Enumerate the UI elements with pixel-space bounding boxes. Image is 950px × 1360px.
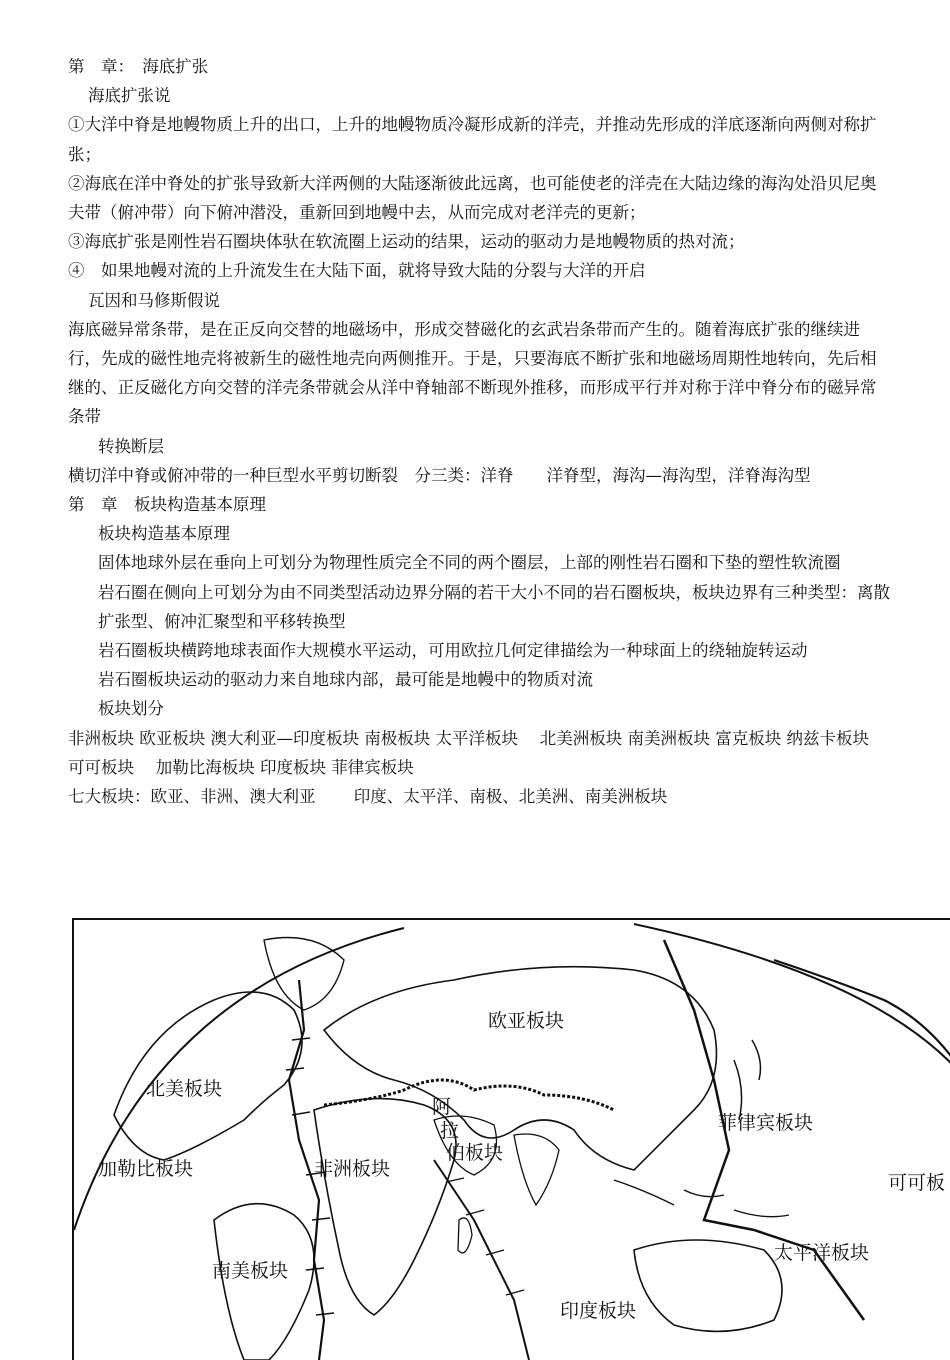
- line-17: 板块划分: [98, 699, 164, 719]
- line-13: 固体地球外层在垂向上可划分为物理性质完全不同的两个圈层，上部的刚性岩石圈和下垫的塑性软流圈: [98, 553, 841, 573]
- line-12: 板块构造基本原理: [98, 524, 230, 544]
- label-eurasia-plate: 欧亚板块: [488, 1010, 565, 1032]
- greenland-coast: [264, 938, 344, 1011]
- madagascar-coast: [458, 1218, 472, 1253]
- line-14: 岩石圈在侧向上可划分为由不同类型活动边界分隔的若干大小不同的岩石圈板块，板块边界有三种类型：离散扩张型、俯冲汇聚型和平移转换型: [98, 582, 890, 631]
- line-5: ③海底扩张是刚性岩石圈块体驮在软流圈上运动的结果，运动的驱动力是地幔物质的热对流；: [68, 232, 745, 252]
- line-1: 第 章： 海底扩张: [68, 57, 209, 76]
- plate-map: [72, 918, 950, 1360]
- label-caribbean-plate: 加勒比板块: [98, 1158, 194, 1180]
- line-19: 七大板块：欧亚、非洲、澳大利亚 印度、太平洋、南极、北美洲、南美洲板块: [68, 786, 668, 806]
- document-body: [68, 52, 890, 811]
- line-2: 海底扩张说: [88, 86, 171, 106]
- label-africa-plate: 非洲板块: [314, 1158, 391, 1180]
- label-north-america-plate: 北美板块: [146, 1078, 223, 1100]
- africa-coast: [314, 1099, 456, 1315]
- line-4: ②海底在洋中脊处的扩张导致新大洋两侧的大陆逐渐彼此远离，也可能使老的洋壳在大陆边缘的海沟处沿贝尼奥夫带（俯冲带）向下俯冲潜没，重新回到地幔中去，从而完成对老洋壳的更新；: [68, 173, 877, 222]
- line-7: 瓦因和马修斯假说: [88, 290, 220, 310]
- label-arabia-plate: 伯板块: [446, 1142, 504, 1164]
- line-11: 第 章 板块构造基本原理: [68, 494, 266, 514]
- label-arabia-char-1: 阿: [432, 1096, 452, 1118]
- alpine-himalayan-boundary: [324, 1080, 614, 1110]
- line-15: 岩石圈板块横跨地球表面作大规模水平运动，可用欧拉几何定律描绘为一种球面上的绕轴旋转运动: [98, 640, 808, 660]
- plate-map-drawing: [74, 920, 950, 1360]
- line-9: 转换断层: [98, 436, 164, 456]
- indian-ocean-ridge: [434, 1160, 529, 1360]
- eurasia-coast: [324, 967, 717, 1170]
- label-arabia-char-2: 拉: [440, 1120, 460, 1142]
- india-coast: [514, 1134, 559, 1205]
- australia-coast: [634, 1240, 782, 1331]
- label-philippine-plate: 菲律宾板块: [718, 1112, 814, 1134]
- se-asia-islands: [614, 1180, 789, 1217]
- line-16: 岩石圈板块运动的驱动力来自地球内部，最可能是地幔中的物质对流: [98, 670, 593, 690]
- label-cocos-plate: 可可板: [888, 1172, 946, 1194]
- line-18: 非洲板块 欧亚板块 澳大利亚—印度板块 南极板块 太平洋板块 北美洲板块 南美洲板块 富克板块 纳兹卡板块 可可板块 加勒比海板块 印度板块 菲律宾板块: [68, 728, 869, 777]
- eastern-boundary: [774, 960, 950, 1060]
- line-8: 海底磁异常条带，是在正反向交替的地磁场中，形成交替磁化的玄武岩条带而产生的。随着海底扩张的继续进行，先成的磁性地壳将被新生的磁性地壳向两侧推开。于是，只要海底不断扩张和地磁场周期性地转向，先后相继的、正反磁化方向交替的洋壳条带就会从洋中脊轴部不断现外推移，而形成平行并对称于洋中脊分布的磁异常条带: [68, 319, 877, 427]
- line-3: ①大洋中脊是地幔物质上升的出口，上升的地幔物质冷凝形成新的洋壳，并推动先形成的洋底逐渐向两侧对称扩张；: [68, 115, 877, 164]
- label-pacific-plate: 太平洋板块: [774, 1242, 870, 1264]
- line-6: ④ 如果地幔对流的上升流发生在大陆下面，就将导致大陆的分裂与大洋的开启: [68, 261, 646, 281]
- line-10: 横切洋中脊或俯冲带的一种巨型水平剪切断裂 分三类：洋脊 洋脊型，海沟—海沟型，洋脊海沟型: [68, 465, 811, 485]
- label-india-plate: 印度板块: [560, 1300, 637, 1322]
- label-south-america-plate: 南美板块: [212, 1260, 289, 1282]
